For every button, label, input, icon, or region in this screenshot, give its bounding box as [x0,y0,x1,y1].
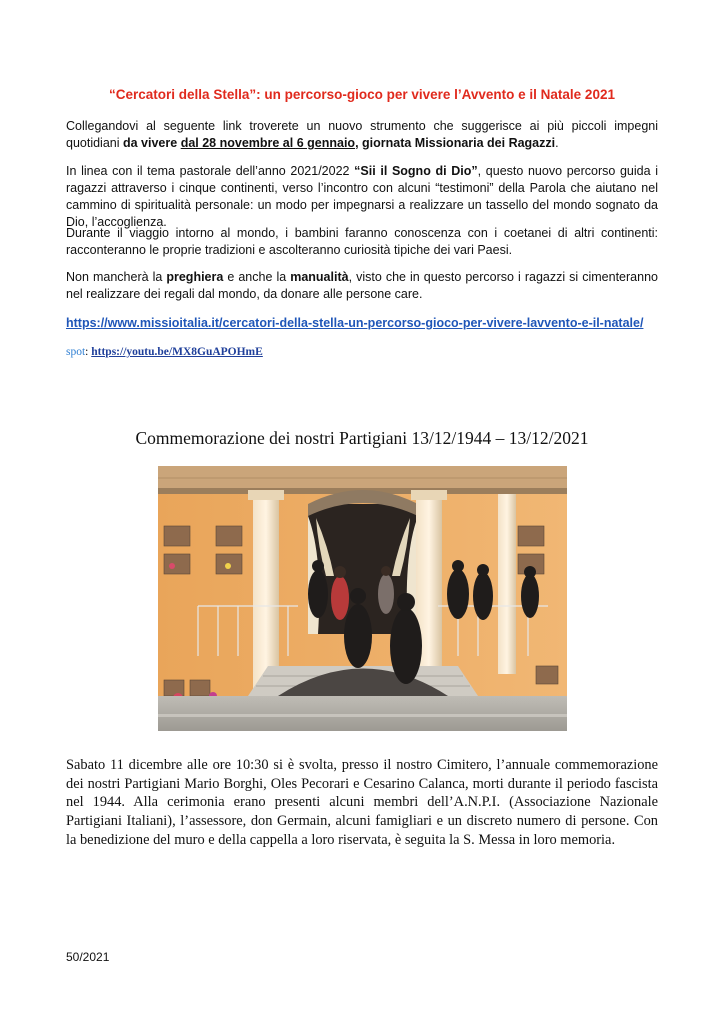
missio-link[interactable]: https://www.missioitalia.it/cercatori-della-stella-un-percorso-gioco-per-vivere-lavvento-e-il-natale/ [66,316,644,330]
date-range-underlined: dal 28 novembre al 6 gennaio [180,136,356,150]
paragraph-intro [66,118,658,152]
cemetery-photo [158,466,567,731]
text-span: Non mancherà la [66,270,167,284]
page-number: 50/2021 [66,950,110,964]
text-span: , questo nuovo percorso guida i ragazzi attraverso i cinque continenti, verso l’incontro con alcuni “testimoni” della Parola che aiutano nel cammino di spiritualità personale: un modo per impegnarsi a realizzare un tassello del mondo sognato da Dio, l’accoglienza. [66,164,659,229]
bold-span: preghiera [166,270,224,284]
spot-line [66,346,263,358]
commemoration-title: Commemorazione dei nostri Partigiani 13/12/1944 – 13/12/2021 [135,428,589,448]
bold-span: manualità [290,270,349,284]
text-span: In linea con il tema pastorale dell’anno 2021/2022 [66,164,355,178]
spot-label: spot [66,346,86,358]
text-span: . [555,136,559,150]
cemetery-chapel-illustration [158,466,567,731]
paragraph-prayer [66,269,658,303]
text-span: , visto che in questo percorso i ragazzi si cimenteranno nel realizzare dei regali dal mondo, da donare alle persone care. [66,270,658,301]
bold-span: , giornata Missionaria dei Ragazzi [355,136,556,150]
paragraph-theme [66,163,658,231]
theme-bold: “Sii il Sogno di Dio” [354,164,478,178]
text-span: e anche la [223,270,291,284]
paragraph-journey: Durante il viaggio intorno al mondo, i bambini faranno conoscenza con i coetanei di altri continenti: racconteranno le proprie tradizioni e ascolteranno curiosità tipiche dei vari Paesi. [66,226,658,257]
text-span: : [85,346,92,358]
article-title-stella: “Cercatori della Stella”: un percorso-gioco per vivere l’Avvento e il Natale 2021 [109,87,615,102]
text-span: Collegandovi al seguente link troverete un nuovo strumento che suggerisce ai più piccoli impegni quotidiani [66,119,658,150]
commemoration-text: Sabato 11 dicembre alle ore 10:30 si è svolta, presso il nostro Cimitero, l’annuale commemorazione dei nostri Partigiani Mario Borghi, Oles Pecorari e Cesarino Calanca, morti durante il periodo fascista nel 1944. Alla cerimonia erano presenti alcuni membri dell’A.N.P.I. (Associazione Nazionale Partigiani Italiani), l’assessore, don Germain, alcuni famigliari e un discreto numero di persone. Con la benedizione del muro e della cappella a loro riservata, è seguita la S. Messa in loro memoria. [66,757,658,848]
youtube-link[interactable]: https://youtu.be/MX8GuAPOHmE [91,346,263,358]
bold-span: da vivere [123,136,181,150]
